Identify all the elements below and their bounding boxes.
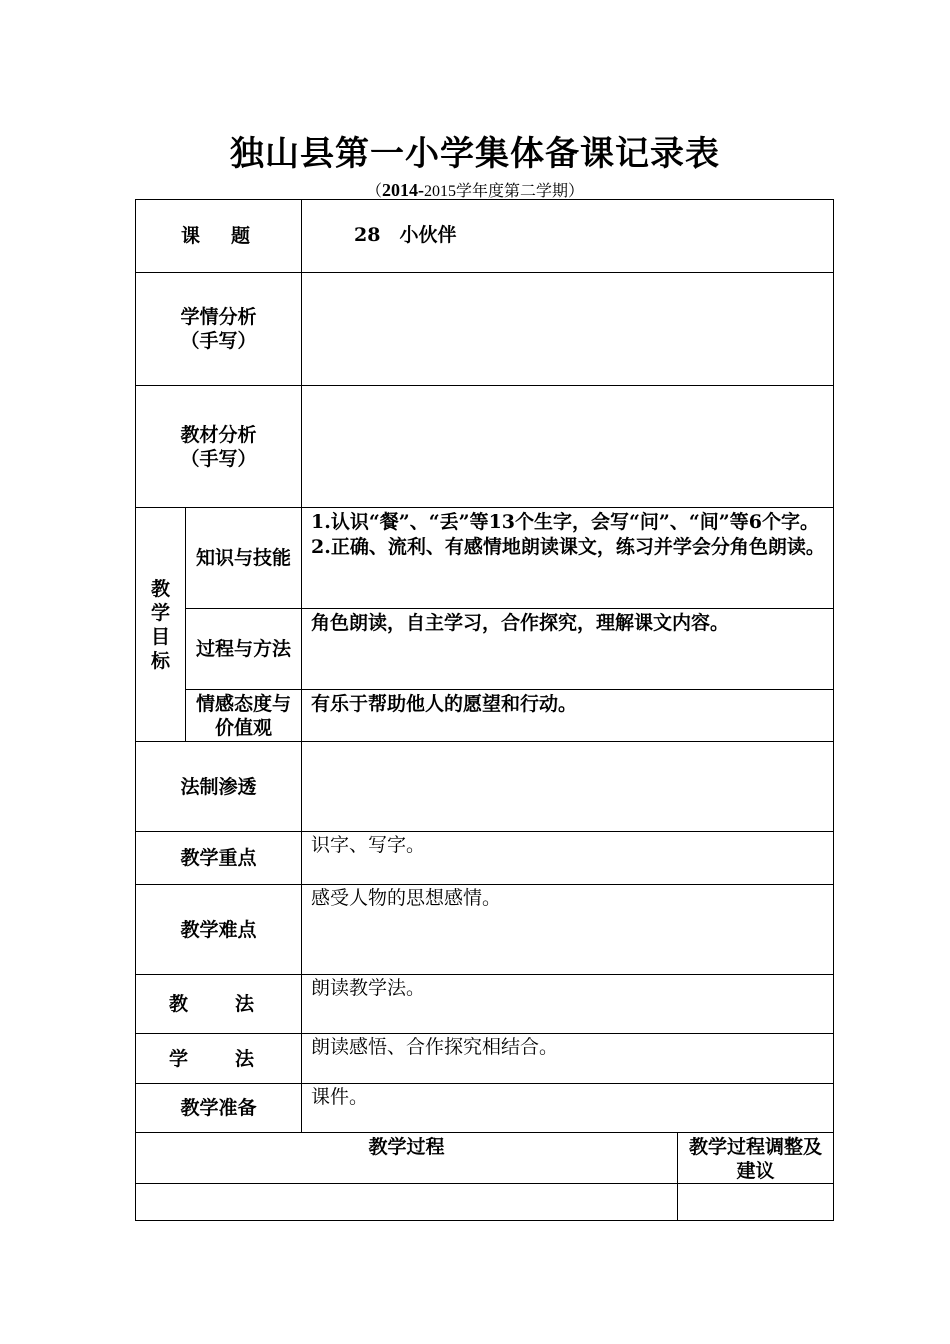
goal-emotion-row — [136, 690, 834, 742]
student-analysis-label: 学情分析 — [180, 306, 257, 328]
learning-method-value-cell[interactable] — [302, 1034, 834, 1084]
process-adjust-header-cell — [678, 1133, 834, 1184]
process-header-cell — [136, 1133, 678, 1184]
process-header-row — [136, 1133, 834, 1184]
emotion-values-label: 情感态度与价值观 — [196, 692, 292, 739]
preparation-value: 课件。 — [311, 1086, 369, 1108]
key-points-value-cell[interactable] — [302, 832, 834, 885]
difficulties-value: 感受人物的思想感情。 — [311, 887, 502, 909]
knowledge-goal-1: 1.认识“餐”、“丢”等13个生字，会写“问”、“间”等6个字。 — [311, 511, 819, 533]
student-analysis-row — [136, 273, 834, 386]
learning-method-label: 学 法 — [169, 1047, 269, 1070]
subtitle-open-paren: （ — [365, 181, 382, 200]
preparation-row — [136, 1084, 834, 1133]
material-analysis-label-cell — [136, 386, 302, 508]
difficulties-row — [136, 885, 834, 975]
process-body-cell[interactable] — [136, 1184, 678, 1221]
teaching-goals-label: 教学目标 — [150, 577, 170, 672]
lesson-record-table — [135, 199, 834, 1221]
teaching-method-value: 朗读教学法。 — [311, 977, 426, 999]
teaching-method-label: 教 法 — [169, 993, 269, 1015]
emotion-values-value-cell[interactable] — [302, 690, 834, 742]
learning-method-row — [136, 1034, 834, 1084]
law-value-cell[interactable] — [302, 742, 834, 832]
material-analysis-label-note: （手写） — [180, 447, 257, 470]
subtitle-year-start: 2014- — [382, 180, 424, 200]
learning-method-label-cell — [136, 1034, 302, 1084]
topic-label-cell — [136, 200, 302, 273]
law-label: 法制渗透 — [180, 775, 257, 798]
learning-method-value: 朗读感悟、合作探究相结合。 — [311, 1036, 559, 1058]
process-adjust-header-label: 教学过程调整及建议 — [689, 1136, 823, 1182]
emotion-values-label-cell — [186, 690, 302, 742]
topic-value-cell[interactable] — [302, 200, 834, 273]
emotion-values-value: 有乐于帮助他人的愿望和行动。 — [311, 693, 578, 715]
page-subtitle — [0, 178, 950, 201]
key-points-label-cell — [136, 832, 302, 885]
teaching-goals-label-cell — [136, 508, 186, 742]
difficulties-value-cell[interactable] — [302, 885, 834, 975]
process-method-label-cell — [186, 609, 302, 690]
preparation-label: 教学准备 — [180, 1097, 257, 1119]
preparation-label-cell — [136, 1084, 302, 1133]
law-row — [136, 742, 834, 832]
goal-knowledge-row — [136, 508, 834, 609]
topic-value: 28 小伙伴 — [354, 224, 457, 246]
student-analysis-value-cell[interactable] — [302, 273, 834, 386]
page-title: 独山县第一小学集体备课记录表 — [230, 134, 720, 174]
process-method-value: 角色朗读，自主学习，合作探究，理解课文内容。 — [311, 612, 730, 634]
difficulties-label: 教学难点 — [180, 918, 257, 941]
subtitle-year-end: 2015 — [424, 183, 456, 200]
teaching-method-label-cell — [136, 975, 302, 1034]
student-analysis-label-note: （手写） — [180, 330, 257, 352]
material-analysis-label: 教材分析 — [180, 423, 257, 446]
process-method-label: 过程与方法 — [196, 638, 292, 660]
knowledge-skills-value-cell[interactable] — [302, 508, 834, 609]
material-analysis-value-cell[interactable] — [302, 386, 834, 508]
process-header-label: 教学过程 — [368, 1136, 445, 1158]
process-method-value-cell[interactable] — [302, 609, 834, 690]
key-points-label: 教学重点 — [180, 847, 257, 869]
knowledge-skills-label-cell — [186, 508, 302, 609]
knowledge-skills-label: 知识与技能 — [196, 547, 292, 569]
knowledge-goal-2: 2.正确、流利、有感情地朗读课文，练习并学会分角色朗读。 — [311, 536, 825, 558]
preparation-value-cell[interactable] — [302, 1084, 834, 1133]
law-label-cell — [136, 742, 302, 832]
teaching-method-value-cell[interactable] — [302, 975, 834, 1034]
process-body-row — [136, 1184, 834, 1221]
key-points-value: 识字、写字。 — [311, 834, 426, 856]
topic-row — [136, 200, 834, 273]
goal-process-row — [136, 609, 834, 690]
material-analysis-row — [136, 386, 834, 508]
teaching-method-row — [136, 975, 834, 1034]
difficulties-label-cell — [136, 885, 302, 975]
student-analysis-label-cell — [136, 273, 302, 386]
topic-label: 课 题 — [181, 225, 257, 247]
subtitle-term: 学年度第二学期） — [456, 181, 585, 200]
key-points-row — [136, 832, 834, 885]
process-adjust-body-cell[interactable] — [678, 1184, 834, 1221]
